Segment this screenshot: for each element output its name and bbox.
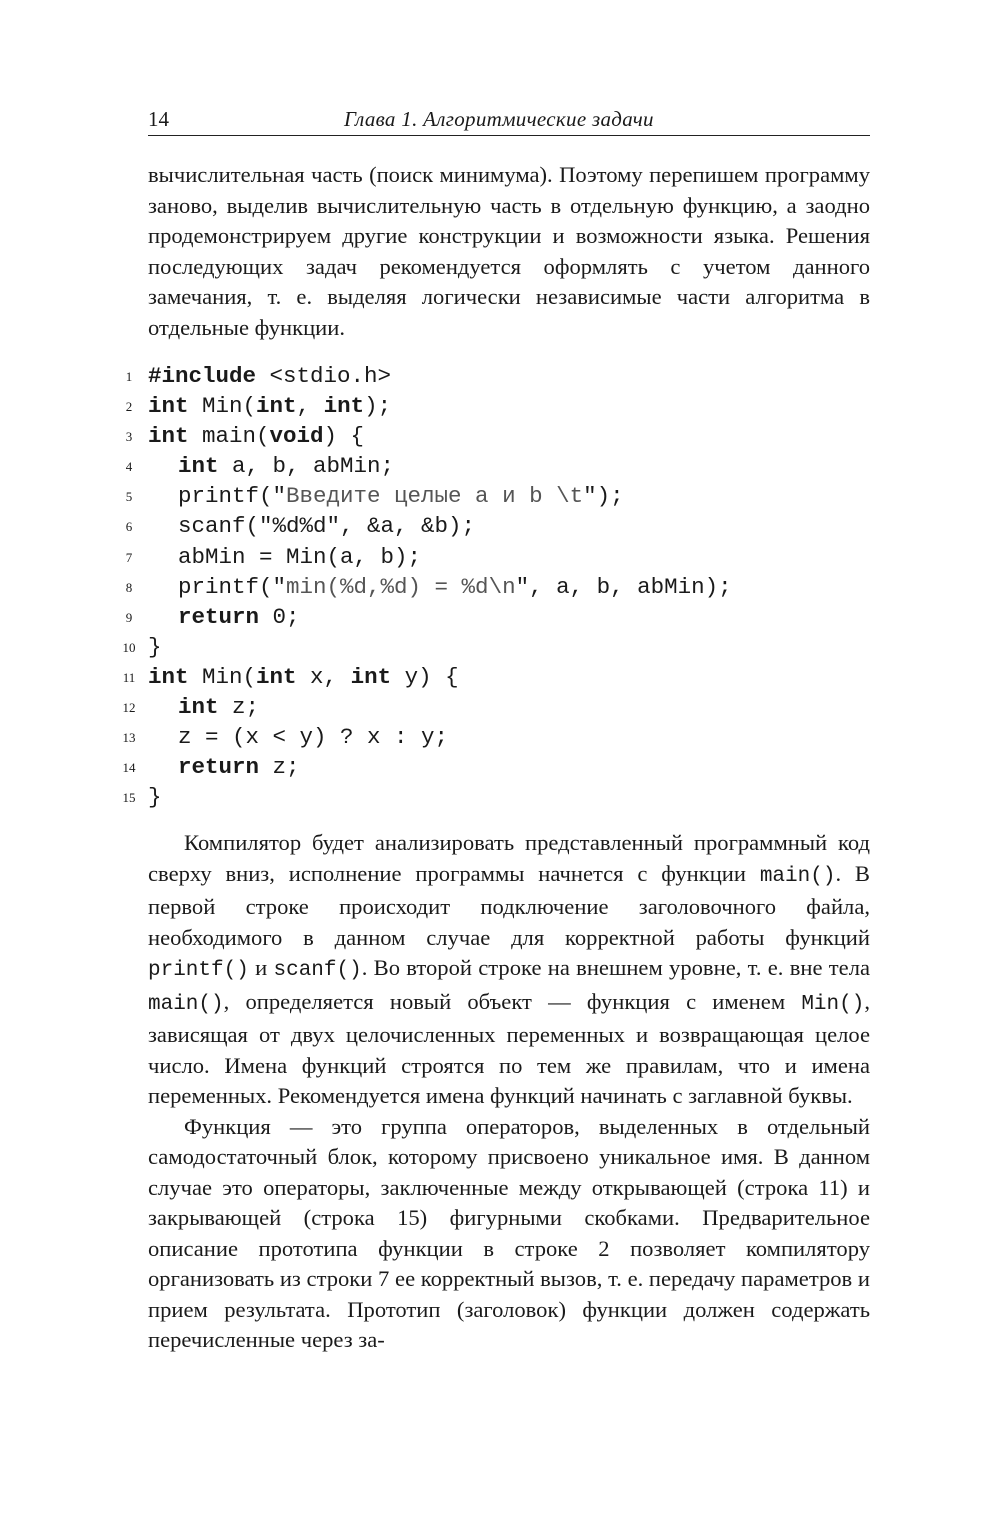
line-code [178,752,300,782]
line-number: 1 [125,369,133,384]
code-keyword: int [178,453,219,480]
code-token: z = (x < y) ? x : y; [178,724,449,751]
code-line [125,391,870,421]
code-line [122,632,870,662]
code-line [125,602,870,632]
line-code [178,602,300,632]
line-number: 6 [125,519,133,535]
code-line [125,361,870,391]
code-token: a, b, abMin; [218,453,395,480]
code-token: y) { [391,663,459,690]
line-code [148,782,162,812]
code-keyword: int [148,423,189,450]
code-token: "); [583,483,624,510]
paragraph-intro: вычислительная часть (поиск минимума). Поэтому перепишем программу заново, выделив вычислительную часть в отдельную функцию, а заодно продемонстрируем другие конструкции и возможности языка. Решения последующих задач рекомендуется оформлять с учетом данного замечания, т. е. выделяя логически независимые части алгоритма в отдельные функции. [148,162,870,340]
line-code [178,451,394,481]
line-code [148,662,459,692]
text-span: Компилятор будет анализировать представленный программный код сверху вниз, исполнение программы начнется с функции [148,830,870,886]
code-token: x, [296,663,351,690]
code-string: Введите целые а и b \t [286,483,584,510]
line-number: 9 [125,609,133,625]
code-line [122,722,870,752]
code-token: scanf("%d%d", &a, &b); [178,513,476,540]
code-token: ", a, b, abMin); [515,573,732,600]
code-token: Min( [188,663,257,690]
code-line [125,451,870,481]
page-number: 14 [148,107,169,131]
code-string: min(%d,%d) = %d\n [286,573,516,600]
line-code [148,391,391,421]
code-token: z; [218,694,260,721]
line-code [178,722,448,752]
code-line [125,542,870,572]
code-keyword: int [148,663,189,690]
line-code [148,361,391,391]
code-keyword: int [256,663,297,690]
code-token: 0; [259,603,300,630]
line-number: 3 [125,429,133,445]
code-line [122,662,870,692]
running-header [148,105,870,136]
line-code [178,511,475,541]
code-token: z; [259,754,300,781]
code-keyword: return [178,754,260,781]
line-code [178,572,732,602]
code-token: } [148,784,162,811]
code-token: abMin = Min(a, b); [178,543,422,570]
inline-code-printf: printf() [148,959,249,983]
text-span: . В первой строке происходит подключение заголовочного файла, необходимого в данном случае для корректной работы функций [148,860,870,950]
code-token: printf(" [178,573,287,600]
code-token: , [296,393,324,420]
code-keyword: int [148,393,189,420]
inline-code-main: main() [759,864,836,888]
code-token: } [148,633,162,660]
code-line [125,511,870,541]
code-line [122,752,870,782]
line-code [148,421,364,451]
line-number: 2 [125,399,133,415]
code-line [122,692,870,722]
line-number: 8 [125,579,133,595]
inline-code-scanf: scanf() [273,959,362,983]
chapter-title: Глава 1. Алгоритмические задачи [344,107,654,131]
code-line [125,481,870,511]
text-span: и [248,955,274,981]
text-span: . Во второй строке на внешнем уровне, т. е. вне тела [361,955,871,981]
code-line [125,421,870,451]
code-token: ) { [323,423,365,450]
line-number: 11 [122,669,136,685]
code-listing [122,361,870,812]
line-number: 4 [125,459,133,475]
line-number: 14 [122,760,136,776]
code-keyword: int [323,393,365,420]
code-token: main( [188,423,270,450]
code-token: printf(" [178,483,287,510]
code-token: Min( [188,393,257,420]
line-number: 13 [122,730,136,746]
line-number: 15 [122,790,136,806]
code-keyword: void [269,423,324,450]
inline-code-min: Min() [801,992,865,1016]
line-code [178,692,259,722]
code-token: ); [364,393,392,420]
line-code [178,542,421,572]
line-code [148,632,162,662]
text-span: , определяется новый объект — функция с именем [223,988,802,1014]
code-keyword: int [178,694,219,721]
paragraph-function-definition: Функция — это группа операторов, выделенных в отдельный самодостаточный блок, которому присвоено уникальное имя. В данном случае это операторы, заключенные между открывающей (строка 11) и закрывающей (строка 15) фигурными скобками. Предварительное описание прототипа функции в строке 2 позволяет компилятору организовать из строки 7 ее корректный вызов, т. е. передачу параметров и прием результата. Прототип (заголовок) функции должен содержать перечисленные через за- [148,1113,870,1353]
code-keyword: int [350,663,392,690]
code-line [122,782,870,812]
line-number: 7 [125,549,133,565]
line-code [178,481,624,511]
text-span: , зависящая от двух целочисленных переменных и возвращающая целое число. Имена функций строятся по тем же правилам, что и имена переменных. Рекомендуется имена функций начинать с заглавной буквы. [148,988,870,1109]
paragraph-compiler-explanation [148,828,870,1112]
inline-code-main: main() [148,992,224,1016]
code-keyword: #include [148,363,257,389]
code-line [125,572,870,602]
code-token: <stdio.h> [256,363,392,389]
line-number: 5 [125,489,133,505]
code-keyword: int [256,393,297,420]
line-number: 12 [122,700,136,716]
book-page [122,105,871,1356]
line-number: 10 [122,639,136,655]
code-keyword: return [178,603,260,630]
